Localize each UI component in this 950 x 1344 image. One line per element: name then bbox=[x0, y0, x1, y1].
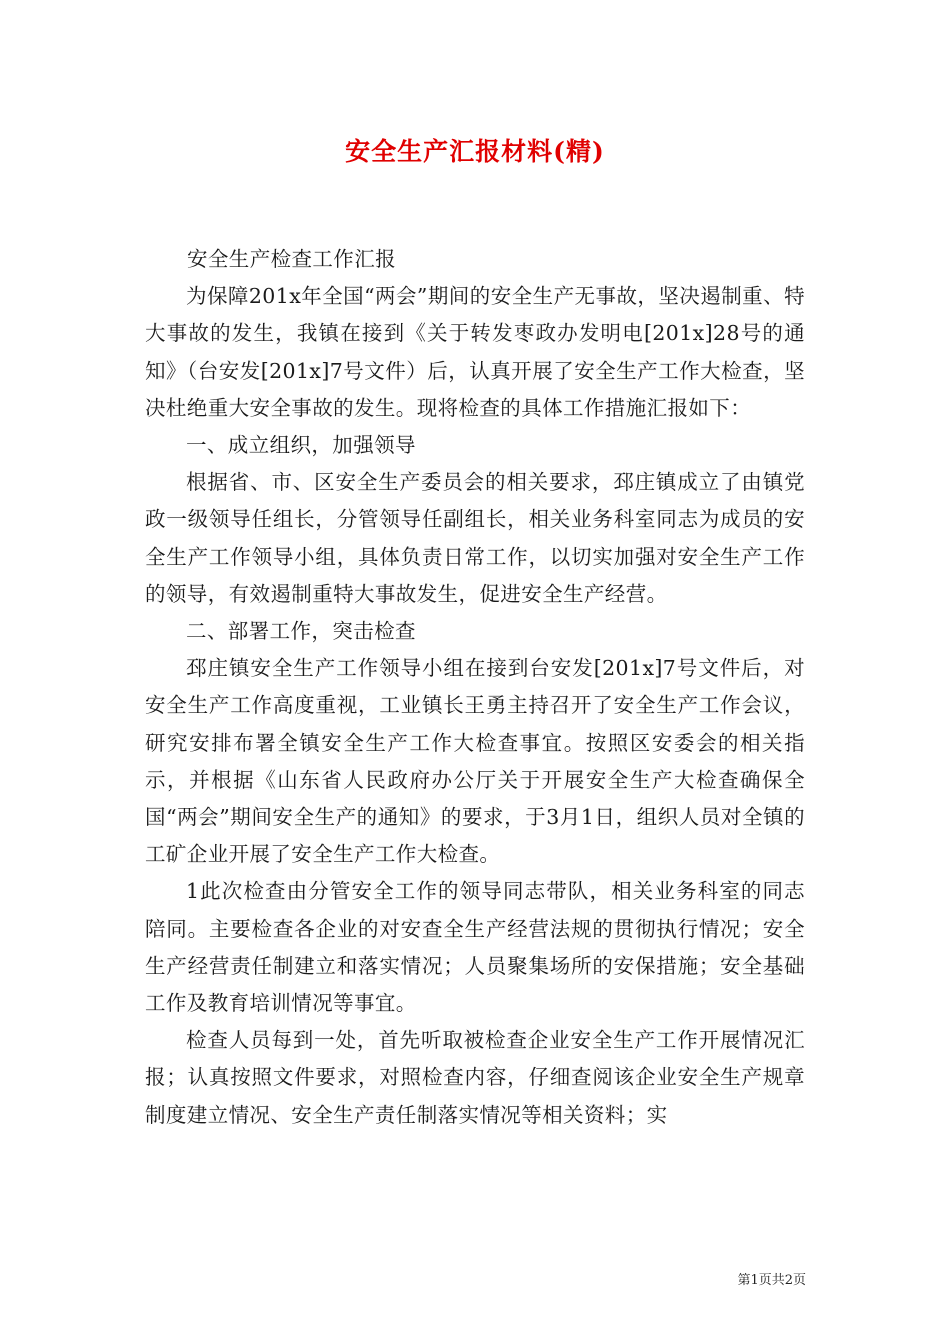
paragraph: 为保障201x年全国“两会”期间的安全生产无事故，坚决遏制重、特大事故的发生，我镇在接到《关于转发枣政办发明电[201x]28号的通知》（台安发[201x]7号文件）后，认真开展了安全生产工作大检查，坚决杜绝重大安全事故的发生。现将检查的具体工作措施汇报如下： bbox=[145, 284, 805, 420]
paragraph: 1此次检查由分管安全工作的领导同志带队，相关业务科室的同志陪同。主要检查各企业的对安查全生产经营法规的贯彻执行情况；安全生产经营责任制建立和落实情况；人员聚集场所的安保措施；安全基础工作及教育培训情况等事宜。 bbox=[145, 879, 805, 1016]
paragraph: 根据省、市、区安全生产委员会的相关要求，邳庄镇成立了由镇党政一级领导任组长，分管领导任副组长，相关业务科室同志为成员的安全生产工作领导小组，具体负责日常工作，以切实加强对安全生产工作的领导，有效遏制重特大事故发生，促进安全生产经营。 bbox=[145, 470, 805, 606]
section-heading: 一、成立组织，加强领导 bbox=[186, 433, 416, 458]
section-heading: 二、部署工作，突击检查 bbox=[186, 619, 416, 644]
page-number: 第1页共2页 bbox=[737, 1273, 806, 1288]
paragraph: 检查人员每到一处，首先听取被检查企业安全生产工作开展情况汇报；认真按照文件要求，对照检查内容，仔细查阅该企业安全生产规章制度建立情况、安全生产责任制落实情况等相关资料；实 bbox=[145, 1028, 805, 1127]
document-title: 安全生产汇报材料(精) bbox=[345, 137, 605, 166]
document-body bbox=[145, 241, 805, 1134]
paragraph: 邳庄镇安全生产工作领导小组在接到台安发[201x]7号文件后，对安全生产工作高度重视，工业镇长王勇主持召开了安全生产工作会议，研究安排布署全镇安全生产工作大检查事宜。按照区安委会的相关指示，并根据《山东省人民政府办公厅关于开展安全生产大检查确保全国“两会”期间安全生产的通知》的要求，于3月1日，组织人员对全镇的工矿企业开展了安全生产工作大检查。 bbox=[145, 656, 805, 867]
section-heading: 安全生产检查工作汇报 bbox=[187, 247, 396, 271]
